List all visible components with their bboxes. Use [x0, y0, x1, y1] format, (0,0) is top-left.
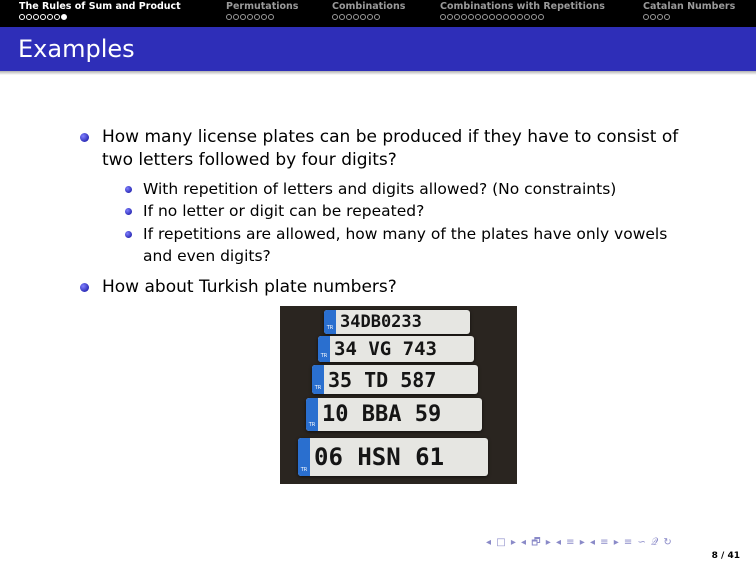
bullet-item-turkish-plates [80, 276, 700, 299]
nav-frame-dot[interactable] [33, 14, 39, 20]
nav-frame-dot[interactable] [61, 14, 67, 20]
nav-dots-rules[interactable] [19, 14, 67, 20]
subbullet-text: With repetition of letters and digits allowed? (No constraints) [143, 180, 617, 198]
nav-frame-dot[interactable] [517, 14, 523, 20]
nav-frame-dot[interactable] [226, 14, 232, 20]
nav-frame-dot[interactable] [664, 14, 670, 20]
license-plate [312, 365, 478, 394]
plate-number: 10 BBA 59 [322, 402, 442, 427]
slide-title: Examples [18, 35, 135, 63]
plate-country-strip: TR [312, 365, 324, 394]
nav-frame-dot[interactable] [19, 14, 25, 20]
nav-frame-dot[interactable] [240, 14, 246, 20]
nav-frame-dot[interactable] [482, 14, 488, 20]
plate-number: 34 VG 743 [334, 338, 437, 360]
subbullet-item-no-repeat [125, 200, 685, 222]
nav-frame-dot[interactable] [503, 14, 509, 20]
nav-frame-dot[interactable] [650, 14, 656, 20]
nav-section-catalan-numbers[interactable]: Catalan Numbers [643, 1, 736, 12]
nav-frame-dot[interactable] [360, 14, 366, 20]
beamer-navigation-symbols[interactable]: ◂ □ ▸ ◂ 🗗 ▸ ◂ ≡ ▸ ◂ ≡ ▸ ≡ ∽ 𝒬 ↻ [486, 537, 673, 548]
subbullet-ball-icon [125, 186, 132, 193]
nav-section-combinations[interactable]: Combinations [332, 1, 406, 12]
nav-dots-catalan-numbers[interactable] [643, 14, 670, 20]
nav-frame-dot[interactable] [489, 14, 495, 20]
nav-section-permutations[interactable]: Permutations [226, 1, 299, 12]
license-plate [298, 438, 488, 476]
turkish-license-plates-photo [280, 306, 517, 484]
plate-country-strip: TR [306, 398, 318, 431]
nav-frame-dot[interactable] [332, 14, 338, 20]
nav-frame-dot[interactable] [40, 14, 46, 20]
bullet-text: How many license plates can be produced if they have to consist of two letters followed by four digits? [102, 127, 679, 170]
nav-frame-dot[interactable] [26, 14, 32, 20]
plate-country-strip: TR [324, 310, 336, 334]
nav-frame-dot[interactable] [447, 14, 453, 20]
plate-number: 06 HSN 61 [314, 443, 445, 471]
nav-dots-combinations[interactable] [332, 14, 380, 20]
frame-title-bar [0, 27, 756, 71]
nav-frame-dot[interactable] [353, 14, 359, 20]
nav-frame-dot[interactable] [233, 14, 239, 20]
subbullet-item-repetition-allowed [125, 178, 685, 200]
plate-number: 34DB0233 [340, 312, 422, 332]
nav-frame-dot[interactable] [47, 14, 53, 20]
nav-section-combinations-with-repetitions[interactable]: Combinations with Repetitions [440, 1, 605, 12]
nav-frame-dot[interactable] [367, 14, 373, 20]
nav-section-rules-of-sum-and-product[interactable]: The Rules of Sum and Product [19, 1, 181, 12]
nav-frame-dot[interactable] [247, 14, 253, 20]
nav-frame-dot[interactable] [461, 14, 467, 20]
nav-frame-dot[interactable] [468, 14, 474, 20]
page-number: 8 / 41 [711, 551, 740, 561]
license-plate [318, 336, 474, 362]
subbullet-ball-icon [125, 208, 132, 215]
section-navigation-bar [0, 0, 756, 27]
nav-frame-dot[interactable] [496, 14, 502, 20]
nav-frame-dot[interactable] [254, 14, 260, 20]
nav-frame-dot[interactable] [524, 14, 530, 20]
nav-frame-dot[interactable] [454, 14, 460, 20]
nav-frame-dot[interactable] [657, 14, 663, 20]
nav-frame-dot[interactable] [261, 14, 267, 20]
bullet-ball-icon [80, 283, 89, 292]
bullet-ball-icon [80, 133, 89, 142]
nav-dots-combinations-with-repetitions[interactable] [440, 14, 544, 20]
nav-frame-dot[interactable] [643, 14, 649, 20]
nav-frame-dot[interactable] [268, 14, 274, 20]
subbullet-text: If repetitions are allowed, how many of the plates have only vowels and even digits? [143, 225, 668, 265]
title-shadow [0, 71, 756, 75]
nav-dots-permutations[interactable] [226, 14, 274, 20]
nav-frame-dot[interactable] [54, 14, 60, 20]
nav-frame-dot[interactable] [346, 14, 352, 20]
bullet-text: How about Turkish plate numbers? [102, 277, 397, 297]
nav-frame-dot[interactable] [339, 14, 345, 20]
nav-frame-dot[interactable] [440, 14, 446, 20]
nav-frame-dot[interactable] [510, 14, 516, 20]
nav-frame-dot[interactable] [538, 14, 544, 20]
license-plate [324, 310, 470, 334]
plate-country-strip: TR [318, 336, 330, 362]
subbullet-text: If no letter or digit can be repeated? [143, 202, 425, 220]
subbullet-item-vowels-even-digits [125, 223, 685, 267]
plate-country-strip: TR [298, 438, 310, 476]
plate-number: 35 TD 587 [328, 367, 437, 392]
nav-frame-dot[interactable] [531, 14, 537, 20]
subbullet-ball-icon [125, 231, 132, 238]
license-plate [306, 398, 482, 431]
nav-frame-dot[interactable] [374, 14, 380, 20]
nav-frame-dot[interactable] [475, 14, 481, 20]
bullet-item-license-plates [80, 126, 700, 172]
